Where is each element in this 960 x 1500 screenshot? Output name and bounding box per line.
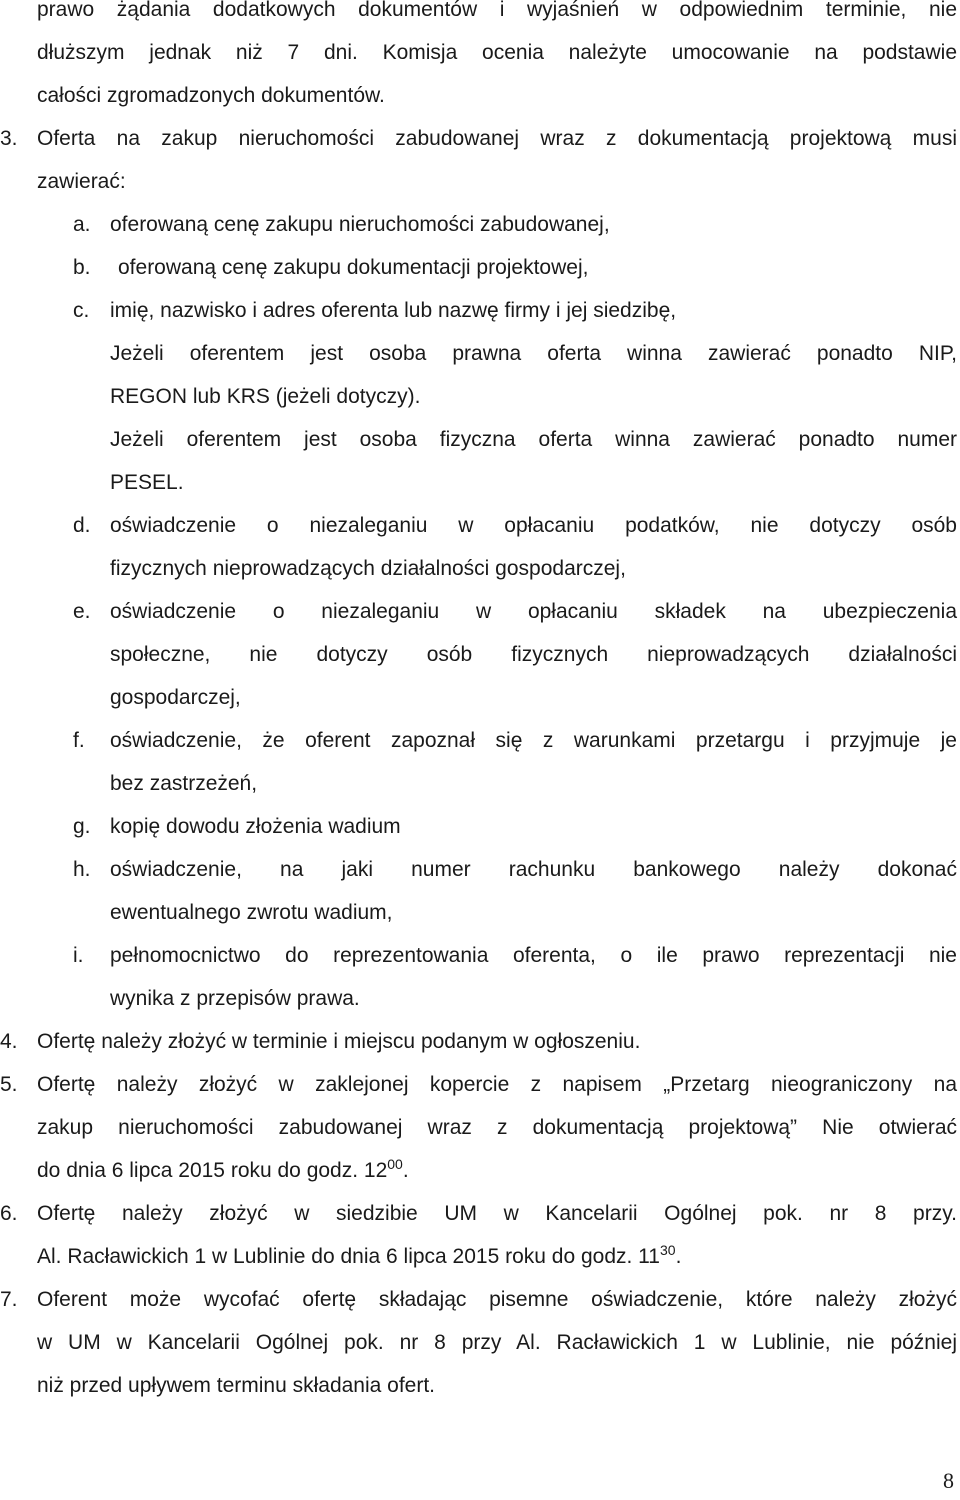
subitem-text: wynika z przepisów prawa.	[110, 987, 360, 1010]
text-line: Oferta na zakup nieruchomości zabudowanej wraz z dokumentacją projektową musi	[37, 127, 957, 150]
text-span: .	[675, 1245, 682, 1268]
subitem-label: i.	[73, 944, 84, 967]
subitem-text: pełnomocnictwo do reprezentowania oferenta, o ile prawo reprezentacji nie	[110, 944, 957, 967]
item-number: 6.	[0, 1202, 18, 1225]
superscript: 00	[387, 1156, 403, 1172]
subitem-text: ewentualnego zwrotu wadium,	[110, 901, 393, 924]
text-line: całości zgromadzonych dokumentów.	[37, 84, 385, 107]
subitem-label: g.	[73, 815, 91, 838]
subitem-text: fizycznych nieprowadzących działalności gospodarczej,	[110, 557, 626, 580]
subitem-text: kopię dowodu złożenia wadium	[110, 815, 401, 838]
subitem-text: oświadczenie, na jaki numer rachunku bankowego należy dokonać	[110, 858, 957, 881]
subitem-text: bez zastrzeżeń,	[110, 772, 258, 795]
text-span: Al. Racławickich 1 w Lublinie do dnia 6 lipca 2015 roku do godz. 11	[37, 1245, 660, 1268]
subitem-text: Jeżeli oferentem jest osoba fizyczna oferta winna zawierać ponadto numer	[110, 428, 957, 451]
subitem-text: REGON lub KRS (jeżeli dotyczy).	[110, 385, 421, 408]
subitem-text: gospodarczej,	[110, 686, 241, 709]
subitem-text: PESEL.	[110, 471, 184, 494]
text-span: do dnia 6 lipca 2015 roku do godz. 12	[37, 1159, 388, 1182]
page-number: 8	[943, 1468, 954, 1493]
subitem-label: b.	[73, 256, 91, 279]
text-line: Ofertę należy złożyć w terminie i miejscu podanym w ogłoszeniu.	[37, 1030, 641, 1053]
subitem-text: Jeżeli oferentem jest osoba prawna oferta winna zawierać ponadto NIP,	[110, 342, 957, 365]
subitem-text: społeczne, nie dotyczy osób fizycznych nieprowadzących działalności	[110, 643, 957, 666]
text-line: zakup nieruchomości zabudowanej wraz z dokumentacją projektową” Nie otwierać	[37, 1116, 957, 1139]
subitem-text: oferowaną cenę zakupu dokumentacji projektowej,	[118, 256, 589, 279]
text-line: Ofertę należy złożyć w siedzibie UM w Kancelarii Ogólnej pok. nr 8 przy.	[37, 1202, 957, 1225]
text-line: niż przed upływem terminu składania ofert.	[37, 1374, 436, 1397]
item-number: 7.	[0, 1288, 18, 1311]
subitem-text: oświadczenie o niezaleganiu w opłacaniu składek na ubezpieczenia	[110, 600, 957, 623]
subitem-text: oferowaną cenę zakupu nieruchomości zabudowanej,	[110, 213, 610, 236]
subitem-label: d.	[73, 514, 91, 537]
superscript: 30	[660, 1242, 676, 1258]
subitem-label: a.	[73, 213, 91, 236]
subitem-label: f.	[73, 729, 85, 752]
subitem-text: imię, nazwisko i adres oferenta lub nazwę firmy i jej siedzibę,	[110, 299, 677, 322]
text-span: .	[402, 1159, 409, 1182]
text-line	[37, 1244, 957, 1270]
item-number: 5.	[0, 1073, 18, 1096]
subitem-label: h.	[73, 858, 91, 881]
subitem-label: c.	[73, 299, 90, 322]
subitem-text: oświadczenie, że oferent zapoznał się z warunkami przetargu i przyjmuje je	[110, 729, 957, 752]
text-line: zawierać:	[37, 170, 126, 193]
text-line: prawo żądania dodatkowych dokumentów i wyjaśnień w odpowiednim terminie, nie	[37, 0, 957, 21]
text-line: dłuższym jednak niż 7 dni. Komisja ocenia należyte umocowanie na podstawie	[37, 41, 957, 64]
text-line: w UM w Kancelarii Ogólnej pok. nr 8 przy Al. Racławickich 1 w Lublinie, nie później	[37, 1331, 957, 1354]
text-line: Oferent może wycofać ofertę składając pisemne oświadczenie, które należy złożyć	[37, 1288, 957, 1311]
item-number: 4.	[0, 1030, 18, 1053]
item-number: 3.	[0, 127, 18, 150]
subitem-text: oświadczenie o niezaleganiu w opłacaniu podatków, nie dotyczy osób	[110, 514, 957, 537]
subitem-label: e.	[73, 600, 91, 623]
text-line	[37, 1158, 957, 1184]
text-line: Ofertę należy złożyć w zaklejonej kopercie z napisem „Przetarg nieograniczony na	[37, 1073, 957, 1096]
